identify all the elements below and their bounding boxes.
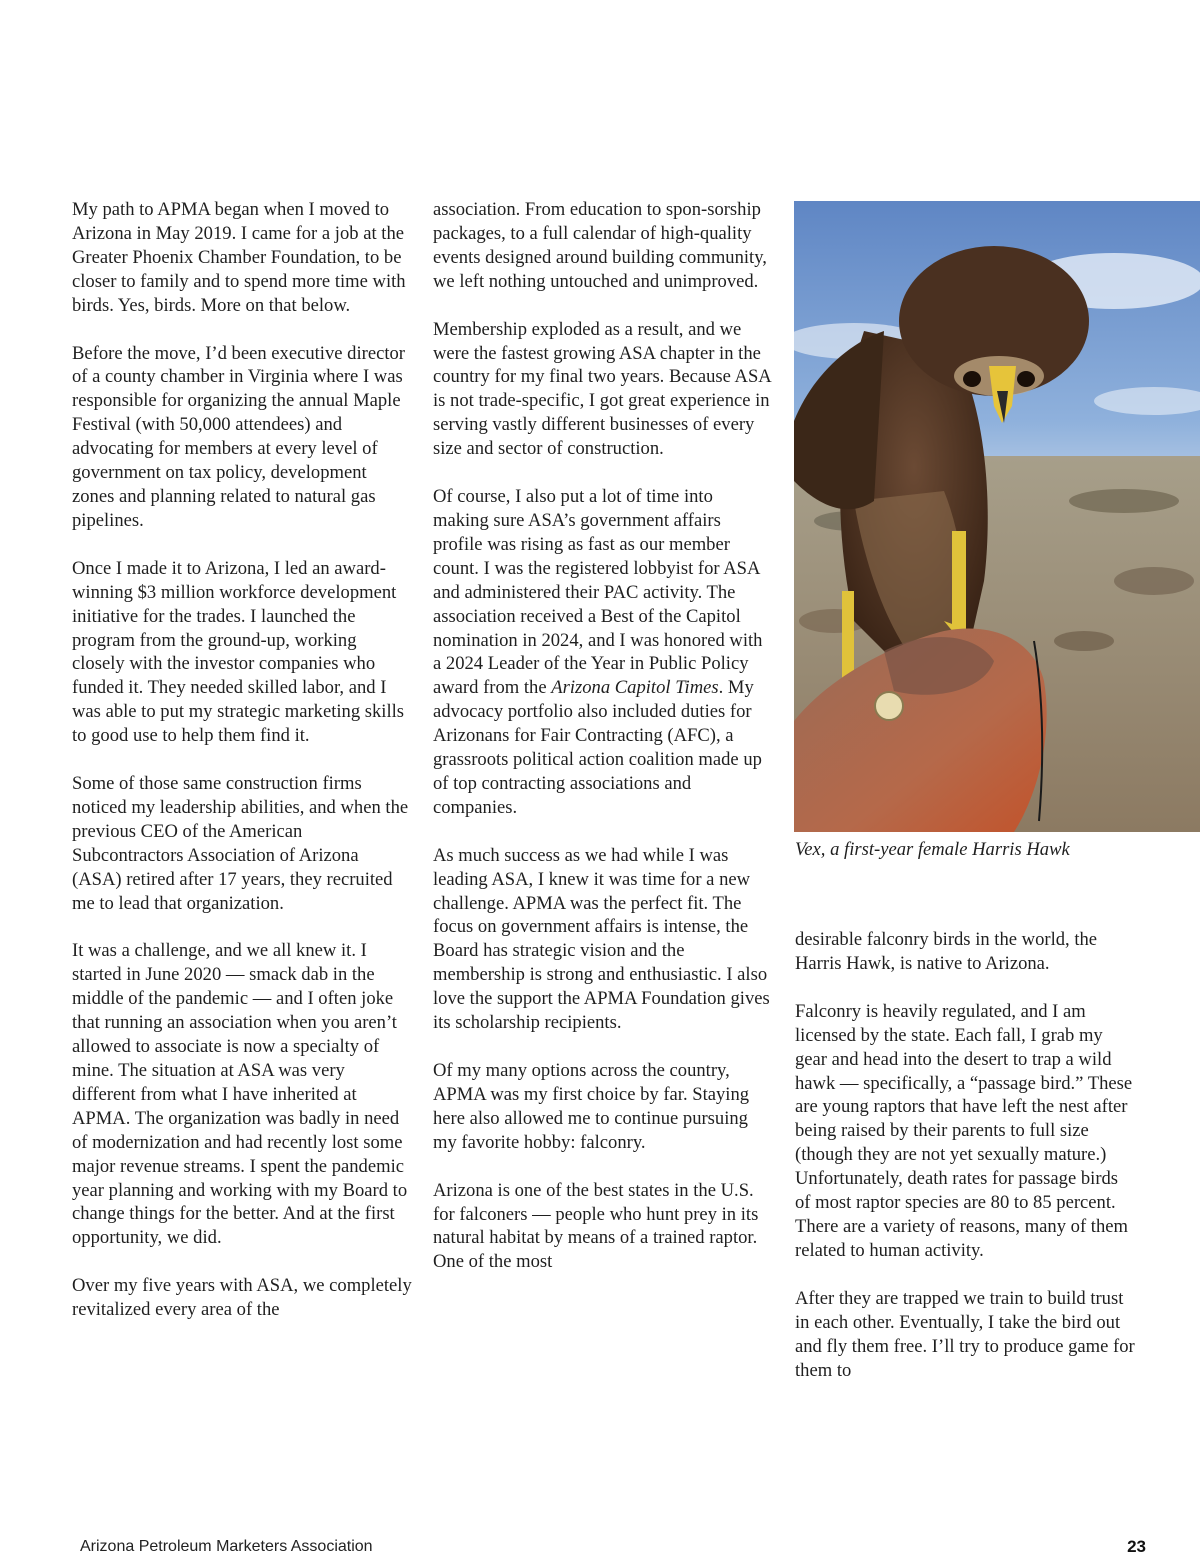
article-column-2: [433, 198, 773, 1274]
publication-title: Arizona Capitol Times: [551, 677, 719, 699]
page-number: 23: [1127, 1537, 1146, 1556]
paragraph: Once I made it to Arizona, I led an award-winning $3 million workforce development initiative for the trades. I launched the program from the ground-up, working closely with the investor companies who funded it. They needed skilled labor, and I was able to put my strategic marketing skills to good use to help them find it.: [72, 557, 405, 747]
article-column-3: [795, 928, 1135, 1382]
paragraph: Of my many options across the country, APMA was my first choice by far. Staying here also allowed me to continue pursuing my favorite hobby: falconry.: [433, 1060, 750, 1153]
paragraph: association. From education to spon-sorship packages, to a full calendar of high-quality events designed around building community, we left nothing untouched and unimproved.: [433, 199, 767, 292]
paragraph: Over my five years with ASA, we completely revitalized every area of the: [72, 1275, 412, 1321]
paragraph: It was a challenge, and we all knew it. I started in June 2020 — smack dab in the middle of the pandemic — and I often joke that running an association when you aren’t allowed to associate is now a specialty of mine. The situation at ASA was very different from what I have inherited at APMA. The organization was badly in need of modernization and had recently lost some major revenue streams. I spent the pandemic year planning and working with my Board to change things for the better. And at the first opportunity, we did.: [72, 940, 408, 1249]
paragraph: Membership exploded as a result, and we were the fastest growing ASA chapter in the country for my final two years. Because ASA is not trade-specific, I got great experience in serving vastly different businesses of every size and sector of construction.: [433, 318, 771, 460]
article-column-1: [72, 198, 412, 1322]
paragraph: desirable falconry birds in the world, the Harris Hawk, is native to Arizona.: [795, 929, 1098, 974]
photo-caption: Vex, a first-year female Harris Hawk: [795, 839, 1070, 860]
paragraph: Arizona is one of the best states in the U.S. for falconers — people who hunt prey in its natural habitat by means of a trained raptor. One of the most: [433, 1179, 759, 1273]
paragraph: Falconry is heavily regulated, and I am licensed by the state. Each fall, I grab my gear and head into the desert to trap a wild hawk — specifically, a “passage bird.” These are young raptors that have left the nest after being raised by their parents to full size (though they are not yet sexually mature.) Unfortunately, death rates for passage birds of most raptor species are 80 to 85 percent. There are a variety of reasons, many of them related to human activity.: [795, 1000, 1133, 1261]
paragraph: As much success as we had while I was leading ASA, I knew it was time for a new challenge. APMA was the perfect fit. The focus on government affairs is intense, the Board has strategic vision and the membership is strong and enthusiastic. I also love the support the APMA Foundation gives its scholarship recipients.: [433, 844, 770, 1034]
publication-name: Arizona Petroleum Marketers Association: [80, 1538, 373, 1555]
paragraph-text: Of course, I also put a lot of time into making sure ASA’s government affairs profile was rising as fast as our member count. I was the registered lobbyist for ASA and administered their PAC activity. The association received a Best of the Capitol nomination in 2024, and I was honored with a 2024 Leader of the Year in Public Policy award from the: [433, 486, 763, 699]
paragraph: [433, 485, 773, 820]
paragraph: Before the move, I’d been executive director of a county chamber in Virginia where I was responsible for organizing the annual Maple Festival (with 50,000 attendees) and advocating for members at every level of government on tax policy, development zones and planning related to natural gas pipelines.: [72, 342, 405, 531]
hawk-photo: [794, 201, 1200, 832]
paragraph: After they are trapped we train to build trust in each other. Eventually, I take the bird out and fly them free. I’ll try to produce game for them to: [795, 1287, 1135, 1381]
paragraph-text: . My advocacy portfolio also included duties for Arizonans for Fair Contracting (AFC), a grassroots political action coalition made up of top contracting associations and companies.: [433, 677, 762, 818]
paragraph: Some of those same construction firms noticed my leadership abilities, and when the previous CEO of the American Subcontractors Association of Arizona (ASA) retired after 17 years, they recruited me to lead that organization.: [72, 773, 409, 914]
paragraph: My path to APMA began when I moved to Arizona in May 2019. I came for a job at the Greater Phoenix Chamber Foundation, to be closer to family and to spend more time with birds. Yes, birds. More on that below.: [72, 199, 406, 316]
